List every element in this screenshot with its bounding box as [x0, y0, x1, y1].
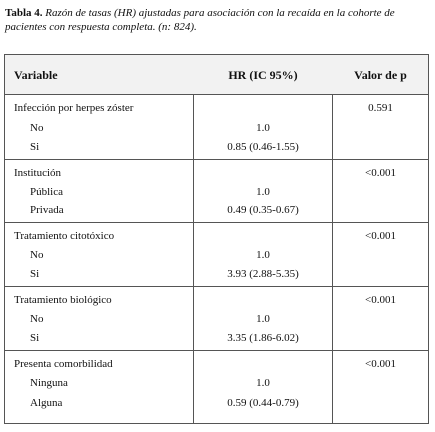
header-hr: HR (IC 95%): [228, 68, 298, 82]
p-value: <0.001: [365, 167, 396, 179]
row-label: Alguna: [30, 397, 63, 409]
p-value: 0.591: [368, 102, 393, 114]
row-label: Pública: [30, 186, 63, 198]
hr-value: 1.0: [256, 249, 270, 261]
row-label: Si: [30, 141, 40, 153]
results-table: [4, 54, 429, 424]
hr-value: 1.0: [256, 313, 270, 325]
p-value: <0.001: [365, 358, 396, 370]
hr-value: 0.49 (0.35-0.67): [227, 204, 299, 216]
row-label: Si: [30, 332, 40, 344]
group-title: Institución: [14, 167, 62, 179]
hr-value: 3.35 (1.86-6.02): [227, 332, 299, 344]
hr-value: 1.0: [256, 122, 270, 134]
table-group: [5, 95, 428, 160]
table-header: [5, 55, 428, 95]
table-group: [5, 223, 428, 287]
caption-label: Tabla 4.: [5, 7, 43, 19]
caption-text: Razón de tasas (HR) ajustadas para asociación con la recaída en la cohorte de pacientes con respuesta completa. (n: 824).: [5, 7, 395, 33]
p-value: <0.001: [365, 230, 396, 242]
header-variable: Variable: [14, 68, 58, 82]
table-group: [5, 160, 428, 223]
group-title: Presenta comorbilidad: [14, 358, 113, 370]
group-title: Tratamiento biológico: [14, 294, 112, 306]
row-label: Si: [30, 268, 40, 280]
row-label: No: [30, 249, 44, 261]
table-group: [5, 287, 428, 351]
group-title: Infección por herpes zóster: [14, 102, 134, 114]
table-caption: [5, 6, 433, 34]
group-title: Tratamiento citotóxico: [14, 230, 115, 242]
row-label: Ninguna: [30, 377, 68, 389]
hr-value: 0.59 (0.44-0.79): [227, 397, 299, 409]
hr-value: 1.0: [256, 377, 270, 389]
hr-value: 1.0: [256, 186, 270, 198]
header-pvalue: Valor de p: [354, 68, 407, 82]
row-label: No: [30, 122, 44, 134]
table-group: [5, 351, 428, 423]
hr-value: 3.93 (2.88-5.35): [227, 268, 299, 280]
hr-value: 0.85 (0.46-1.55): [227, 141, 299, 153]
row-label: Privada: [30, 204, 64, 216]
row-label: No: [30, 313, 44, 325]
p-value: <0.001: [365, 294, 396, 306]
